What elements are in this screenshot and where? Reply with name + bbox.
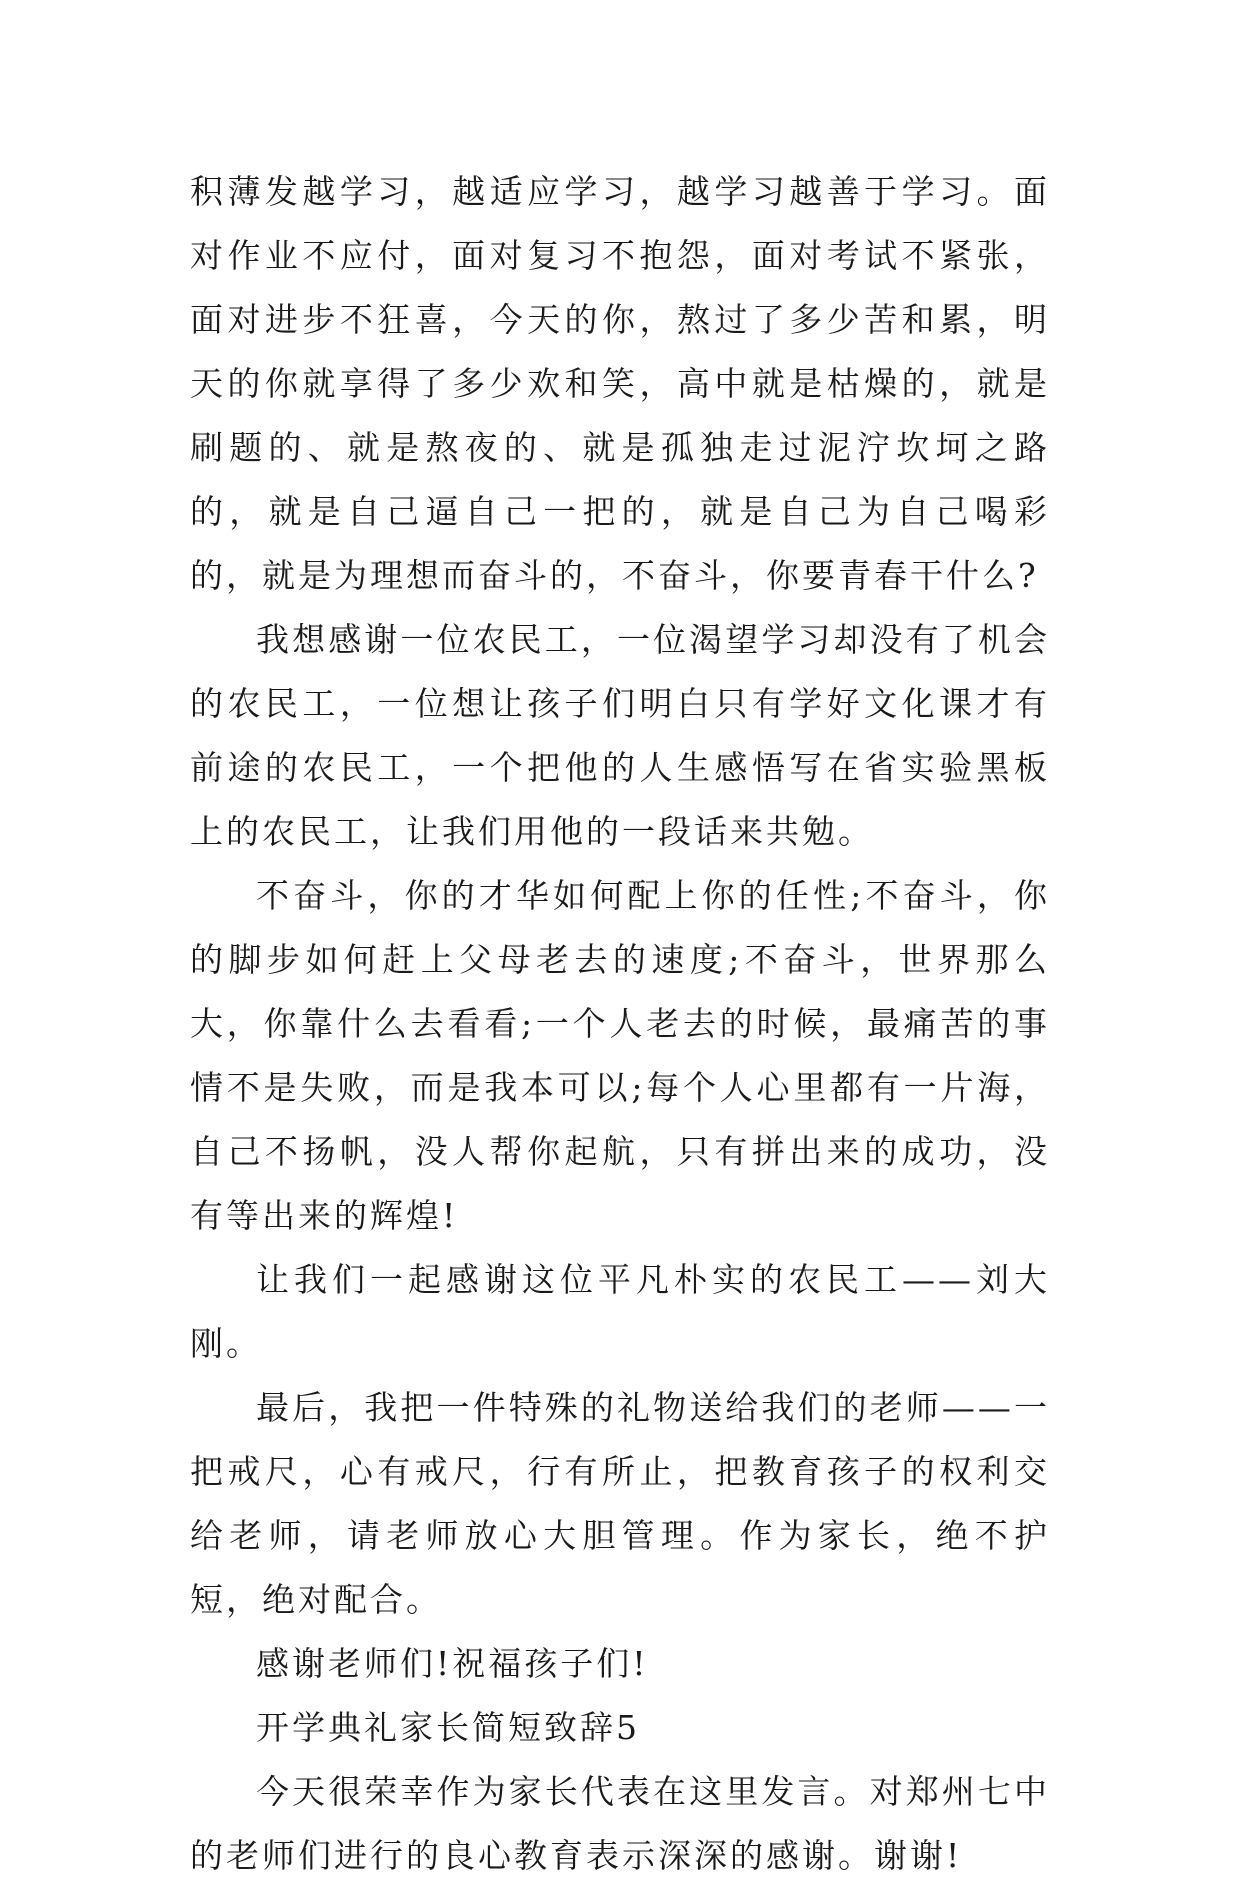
paragraph-continuation: 积薄发越学习，越适应学习，越学习越善于学习。面对作业不应付，面对复习不抱怨，面对考试不紧张，面对进步不狂喜，今天的你，熬过了多少苦和累，明天的你就享得了多少欢和笑，高中就是枯燥的，就是刷题的、就是熬夜的、就是孤独走过泥泞坎坷之路的，就是自己逼自己一把的，就是自己为自己喝彩的，就是为理想而奋斗的，不奋斗，你要青春干什么? <box>190 172 1050 595</box>
paragraph-thanks-name: 让我们一起感谢这位平凡朴实的农民工——刘大刚。 <box>190 1260 1050 1363</box>
paragraph-closing: 感谢老师们!祝福孩子们! <box>256 1644 649 1683</box>
section-heading: 开学典礼家长简短致辞5 <box>256 1708 640 1747</box>
paragraph-gift: 最后，我把一件特殊的礼物送给我们的老师——一把戒尺，心有戒尺，行有所止，把教育孩子的权利交给老师，请老师放心大胆管理。作为家长，绝不护短，绝对配合。 <box>190 1388 1050 1619</box>
paragraph-worker-quote: 不奋斗，你的才华如何配上你的任性;不奋斗，你的脚步如何赶上父母老去的速度;不奋斗，世界那么大，你靠什么去看看;一个人老去的时候，最痛苦的事情不是失败，而是我本可以;每个人心里都有一片海，自己不扬帆，没人帮你起航，只有拼出来的成功，没有等出来的辉煌! <box>190 876 1050 1235</box>
document-body <box>190 160 1050 1888</box>
paragraph-speech-5-opening: 今天很荣幸作为家长代表在这里发言。对郑州七中的老师们进行的良心教育表示深深的感谢。谢谢! <box>190 1772 1050 1875</box>
paragraph-thanks-worker: 我想感谢一位农民工，一位渴望学习却没有了机会的农民工，一位想让孩子们明白只有学好文化课才有前途的农民工，一个把他的人生感悟写在省实验黑板上的农民工，让我们用他的一段话来共勉。 <box>190 620 1050 851</box>
